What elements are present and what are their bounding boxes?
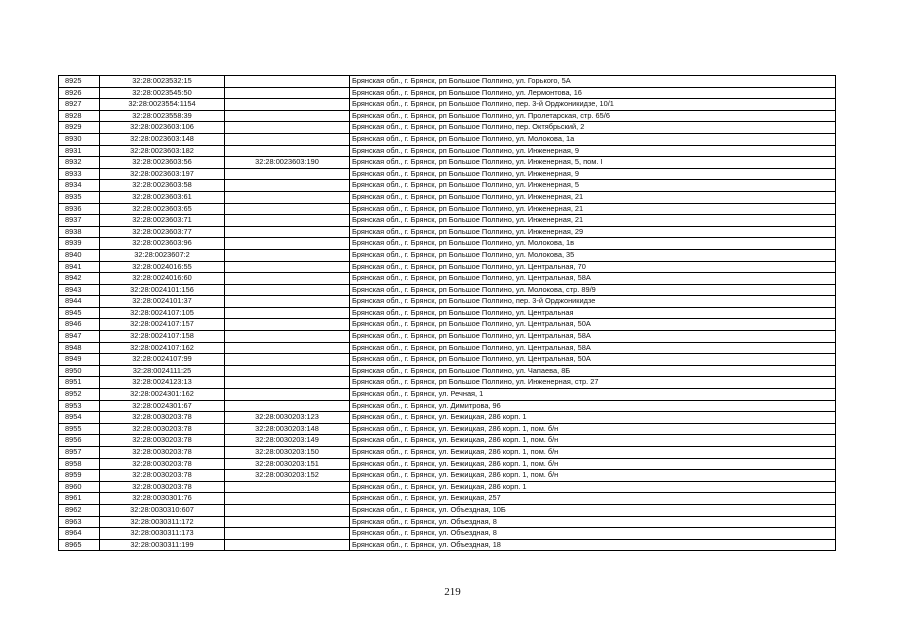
cadastral-number-cell: 32:28:0030203:78: [100, 435, 225, 447]
address-cell: Брянская обл., г. Брянск, рп Большое Полпино, ул. Молокова, стр. 89/9: [350, 284, 836, 296]
row-number-cell: 8934: [59, 180, 100, 192]
premises-number-cell: [225, 400, 350, 412]
cadastral-number-cell: 32:28:0023603:182: [100, 145, 225, 157]
cadastral-number-cell: 32:28:0030203:78: [100, 458, 225, 470]
cadastral-number-cell: 32:28:0023603:71: [100, 215, 225, 227]
row-number-cell: 8956: [59, 435, 100, 447]
row-number-cell: 8961: [59, 493, 100, 505]
premises-number-cell: [225, 539, 350, 551]
premises-number-cell: [225, 133, 350, 145]
address-cell: Брянская обл., г. Брянск, рп Большое Полпино, ул. Пролетарская, стр. 65/6: [350, 110, 836, 122]
premises-number-cell: [225, 249, 350, 261]
row-number-cell: 8938: [59, 226, 100, 238]
premises-number-cell: [225, 504, 350, 516]
premises-number-cell: [225, 296, 350, 308]
row-number-cell: 8946: [59, 319, 100, 331]
row-number-cell: 8960: [59, 481, 100, 493]
table-row: [59, 516, 836, 528]
row-number-cell: 8951: [59, 377, 100, 389]
cadastral-number-cell: 32:28:0030311:173: [100, 528, 225, 540]
premises-number-cell: [225, 284, 350, 296]
cadastral-number-cell: 32:28:0024101:37: [100, 296, 225, 308]
premises-number-cell: [225, 342, 350, 354]
address-cell: Брянская обл., г. Брянск, рп Большое Полпино, ул. Инженерная, 5, пом. I: [350, 157, 836, 169]
premises-number-cell: [225, 203, 350, 215]
cadastral-number-cell: 32:28:0030311:199: [100, 539, 225, 551]
cadastral-number-cell: 32:28:0024016:55: [100, 261, 225, 273]
table-row: [59, 423, 836, 435]
table-row: [59, 76, 836, 88]
table-row: [59, 331, 836, 343]
row-number-cell: 8948: [59, 342, 100, 354]
cadastral-number-cell: 32:28:0024301:162: [100, 389, 225, 401]
premises-number-cell: [225, 180, 350, 192]
premises-number-cell: [225, 516, 350, 528]
premises-number-cell: 32:28:0030203:150: [225, 447, 350, 459]
row-number-cell: 8949: [59, 354, 100, 366]
table-row: [59, 133, 836, 145]
premises-number-cell: [225, 122, 350, 134]
cadastral-number-cell: 32:28:0023603:58: [100, 180, 225, 192]
cadastral-number-cell: 32:28:0030310:607: [100, 504, 225, 516]
address-cell: Брянская обл., г. Брянск, рп Большое Полпино, ул. Горького, 5А: [350, 76, 836, 88]
address-cell: Брянская обл., г. Брянск, рп Большое Полпино, ул. Центральная, 70: [350, 261, 836, 273]
premises-number-cell: [225, 191, 350, 203]
address-cell: Брянская обл., г. Брянск, ул. Бежицкая, 286 корп. 1, пом. б/н: [350, 423, 836, 435]
table-row: [59, 226, 836, 238]
table-row: [59, 458, 836, 470]
table-row: [59, 447, 836, 459]
row-number-cell: 8935: [59, 191, 100, 203]
row-number-cell: 8940: [59, 249, 100, 261]
address-cell: Брянская обл., г. Брянск, рп Большое Полпино, ул. Инженерная, стр. 27: [350, 377, 836, 389]
address-cell: Брянская обл., г. Брянск, рп Большое Полпино, ул. Центральная, 58А: [350, 331, 836, 343]
address-cell: Брянская обл., г. Брянск, рп Большое Полпино, пер. 3-й Орджоникидзе, 10/1: [350, 99, 836, 111]
premises-number-cell: [225, 365, 350, 377]
premises-number-cell: [225, 319, 350, 331]
address-cell: Брянская обл., г. Брянск, рп Большое Полпино, пер. 3-й Орджоникидзе: [350, 296, 836, 308]
address-cell: Брянская обл., г. Брянск, рп Большое Полпино, ул. Молокова, 35: [350, 249, 836, 261]
premises-number-cell: [225, 168, 350, 180]
row-number-cell: 8953: [59, 400, 100, 412]
table-row: [59, 342, 836, 354]
row-number-cell: 8929: [59, 122, 100, 134]
table-row: [59, 528, 836, 540]
table-row: [59, 307, 836, 319]
address-cell: Брянская обл., г. Брянск, рп Большое Полпино, ул. Центральная, 50А: [350, 354, 836, 366]
table-row: [59, 400, 836, 412]
row-number-cell: 8959: [59, 470, 100, 482]
cadastral-number-cell: 32:28:0024301:67: [100, 400, 225, 412]
row-number-cell: 8933: [59, 168, 100, 180]
table-row: [59, 389, 836, 401]
row-number-cell: 8932: [59, 157, 100, 169]
cadastral-number-cell: 32:28:0023554:1154: [100, 99, 225, 111]
premises-number-cell: [225, 87, 350, 99]
premises-number-cell: [225, 215, 350, 227]
cadastral-number-cell: 32:28:0023545:50: [100, 87, 225, 99]
address-cell: Брянская обл., г. Брянск, рп Большое Полпино, ул. Инженерная, 21: [350, 203, 836, 215]
premises-number-cell: 32:28:0030203:152: [225, 470, 350, 482]
premises-number-cell: [225, 307, 350, 319]
cadastral-number-cell: 32:28:0030203:78: [100, 481, 225, 493]
address-cell: Брянская обл., г. Брянск, ул. Бежицкая, 286 корп. 1, пом. б/н: [350, 458, 836, 470]
premises-number-cell: [225, 76, 350, 88]
cadastral-number-cell: 32:28:0023532:15: [100, 76, 225, 88]
row-number-cell: 8964: [59, 528, 100, 540]
row-number-cell: 8943: [59, 284, 100, 296]
premises-number-cell: [225, 528, 350, 540]
premises-number-cell: [225, 110, 350, 122]
cadastral-number-cell: 32:28:0024107:162: [100, 342, 225, 354]
table-row: [59, 435, 836, 447]
cadastral-number-cell: 32:28:0023603:96: [100, 238, 225, 250]
row-number-cell: 8937: [59, 215, 100, 227]
cadastral-number-cell: 32:28:0030203:78: [100, 412, 225, 424]
table-row: [59, 481, 836, 493]
table-row: [59, 319, 836, 331]
cadastral-number-cell: 32:28:0024101:156: [100, 284, 225, 296]
address-cell: Брянская обл., г. Брянск, ул. Бежицкая, 286 корп. 1, пом. б/н: [350, 447, 836, 459]
cadastral-number-cell: 32:28:0023603:197: [100, 168, 225, 180]
premises-number-cell: [225, 389, 350, 401]
table-row: [59, 365, 836, 377]
premises-number-cell: 32:28:0030203:123: [225, 412, 350, 424]
table-row: [59, 377, 836, 389]
table-row: [59, 110, 836, 122]
table-row: [59, 249, 836, 261]
address-cell: Брянская обл., г. Брянск, рп Большое Полпино, ул. Центральная: [350, 307, 836, 319]
premises-number-cell: [225, 354, 350, 366]
table-row: [59, 145, 836, 157]
row-number-cell: 8941: [59, 261, 100, 273]
cadastral-number-cell: 32:28:0023603:61: [100, 191, 225, 203]
address-cell: Брянская обл., г. Брянск, рп Большое Полпино, ул. Инженерная, 21: [350, 191, 836, 203]
table-row: [59, 99, 836, 111]
table-row: [59, 284, 836, 296]
cadastral-number-cell: 32:28:0023607:2: [100, 249, 225, 261]
address-cell: Брянская обл., г. Брянск, ул. Объездная, 18: [350, 539, 836, 551]
row-number-cell: 8926: [59, 87, 100, 99]
cadastral-number-cell: 32:28:0023603:148: [100, 133, 225, 145]
premises-number-cell: [225, 481, 350, 493]
premises-number-cell: 32:28:0030203:151: [225, 458, 350, 470]
row-number-cell: 8942: [59, 273, 100, 285]
address-cell: Брянская обл., г. Брянск, рп Большое Полпино, ул. Молокова, 1в: [350, 238, 836, 250]
table-row: [59, 273, 836, 285]
table-row: [59, 539, 836, 551]
premises-number-cell: 32:28:0030203:148: [225, 423, 350, 435]
address-cell: Брянская обл., г. Брянск, рп Большое Полпино, ул. Лермонтова, 16: [350, 87, 836, 99]
table-row: [59, 261, 836, 273]
premises-number-cell: [225, 238, 350, 250]
premises-number-cell: [225, 377, 350, 389]
row-number-cell: 8931: [59, 145, 100, 157]
address-cell: Брянская обл., г. Брянск, ул. Речная, 1: [350, 389, 836, 401]
address-cell: Брянская обл., г. Брянск, ул. Бежицкая, 286 корп. 1: [350, 481, 836, 493]
row-number-cell: 8962: [59, 504, 100, 516]
row-number-cell: 8927: [59, 99, 100, 111]
address-cell: Брянская обл., г. Брянск, ул. Бежицкая, 286 корп. 1, пом. б/н: [350, 435, 836, 447]
address-cell: Брянская обл., г. Брянск, рп Большое Полпино, ул. Центральная, 50А: [350, 319, 836, 331]
row-number-cell: 8944: [59, 296, 100, 308]
table-row: [59, 203, 836, 215]
address-cell: Брянская обл., г. Брянск, ул. Объездная, 8: [350, 528, 836, 540]
row-number-cell: 8947: [59, 331, 100, 343]
cadastral-number-cell: 32:28:0030203:78: [100, 447, 225, 459]
cadastral-number-cell: 32:28:0023558:39: [100, 110, 225, 122]
address-cell: Брянская обл., г. Брянск, рп Большое Полпино, ул. Чапаева, 8Б: [350, 365, 836, 377]
address-cell: Брянская обл., г. Брянск, рп Большое Полпино, ул. Инженерная, 5: [350, 180, 836, 192]
row-number-cell: 8925: [59, 76, 100, 88]
premises-number-cell: [225, 261, 350, 273]
table-row: [59, 87, 836, 99]
row-number-cell: 8965: [59, 539, 100, 551]
page-number: 219: [444, 586, 461, 598]
address-cell: Брянская обл., г. Брянск, рп Большое Полпино, ул. Инженерная, 21: [350, 215, 836, 227]
address-cell: Брянская обл., г. Брянск, ул. Объездная, 10Б: [350, 504, 836, 516]
cadastral-number-cell: 32:28:0023603:65: [100, 203, 225, 215]
row-number-cell: 8928: [59, 110, 100, 122]
cadastral-number-cell: 32:28:0024107:157: [100, 319, 225, 331]
address-cell: Брянская обл., г. Брянск, рп Большое Полпино, ул. Инженерная, 29: [350, 226, 836, 238]
premises-number-cell: [225, 331, 350, 343]
address-cell: Брянская обл., г. Брянск, рп Большое Полпино, ул. Инженерная, 9: [350, 145, 836, 157]
row-number-cell: 8955: [59, 423, 100, 435]
premises-number-cell: 32:28:0030203:149: [225, 435, 350, 447]
address-cell: Брянская обл., г. Брянск, ул. Объездная, 8: [350, 516, 836, 528]
row-number-cell: 8945: [59, 307, 100, 319]
table-row: [59, 191, 836, 203]
table-row: [59, 168, 836, 180]
row-number-cell: 8939: [59, 238, 100, 250]
row-number-cell: 8952: [59, 389, 100, 401]
premises-number-cell: [225, 273, 350, 285]
row-number-cell: 8950: [59, 365, 100, 377]
row-number-cell: 8930: [59, 133, 100, 145]
row-number-cell: 8963: [59, 516, 100, 528]
premises-number-cell: [225, 145, 350, 157]
premises-number-cell: 32:28:0023603:190: [225, 157, 350, 169]
cadastral-number-cell: 32:28:0024107:105: [100, 307, 225, 319]
address-cell: Брянская обл., г. Брянск, рп Большое Полпино, ул. Молокова, 1а: [350, 133, 836, 145]
address-cell: Брянская обл., г. Брянск, рп Большое Полпино, ул. Центральная, 58А: [350, 342, 836, 354]
premises-number-cell: [225, 226, 350, 238]
table-row: [59, 504, 836, 516]
address-cell: Брянская обл., г. Брянск, рп Большое Полпино, ул. Инженерная, 9: [350, 168, 836, 180]
address-cell: Брянская обл., г. Брянск, ул. Димитрова, 96: [350, 400, 836, 412]
address-cell: Брянская обл., г. Брянск, ул. Бежицкая, 286 корп. 1, пом. б/н: [350, 470, 836, 482]
premises-number-cell: [225, 493, 350, 505]
cadastral-number-cell: 32:28:0023603:56: [100, 157, 225, 169]
cadastral-number-cell: 32:28:0024111:25: [100, 365, 225, 377]
cadastral-number-cell: 32:28:0024107:158: [100, 331, 225, 343]
address-cell: Брянская обл., г. Брянск, рп Большое Полпино, пер. Октябрьский, 2: [350, 122, 836, 134]
table-row: [59, 296, 836, 308]
property-table: [58, 75, 836, 551]
table-row: [59, 493, 836, 505]
cadastral-number-cell: 32:28:0023603:106: [100, 122, 225, 134]
address-cell: Брянская обл., г. Брянск, ул. Бежицкая, 257: [350, 493, 836, 505]
cadastral-number-cell: 32:28:0030311:172: [100, 516, 225, 528]
cadastral-number-cell: 32:28:0024107:99: [100, 354, 225, 366]
row-number-cell: 8958: [59, 458, 100, 470]
cadastral-number-cell: 32:28:0023603:77: [100, 226, 225, 238]
table-row: [59, 180, 836, 192]
table-row: [59, 157, 836, 169]
table-row: [59, 470, 836, 482]
table-row: [59, 238, 836, 250]
premises-number-cell: [225, 99, 350, 111]
table-row: [59, 354, 836, 366]
table-row: [59, 412, 836, 424]
cadastral-number-cell: 32:28:0030203:78: [100, 423, 225, 435]
address-cell: Брянская обл., г. Брянск, рп Большое Полпино, ул. Центральная, 58А: [350, 273, 836, 285]
cadastral-number-cell: 32:28:0030301:76: [100, 493, 225, 505]
address-cell: Брянская обл., г. Брянск, ул. Бежицкая, 286 корп. 1: [350, 412, 836, 424]
table-row: [59, 215, 836, 227]
table-row: [59, 122, 836, 134]
row-number-cell: 8954: [59, 412, 100, 424]
row-number-cell: 8957: [59, 447, 100, 459]
cadastral-number-cell: 32:28:0030203:78: [100, 470, 225, 482]
cadastral-number-cell: 32:28:0024123:13: [100, 377, 225, 389]
row-number-cell: 8936: [59, 203, 100, 215]
cadastral-number-cell: 32:28:0024016:60: [100, 273, 225, 285]
property-table-body: [59, 76, 836, 551]
